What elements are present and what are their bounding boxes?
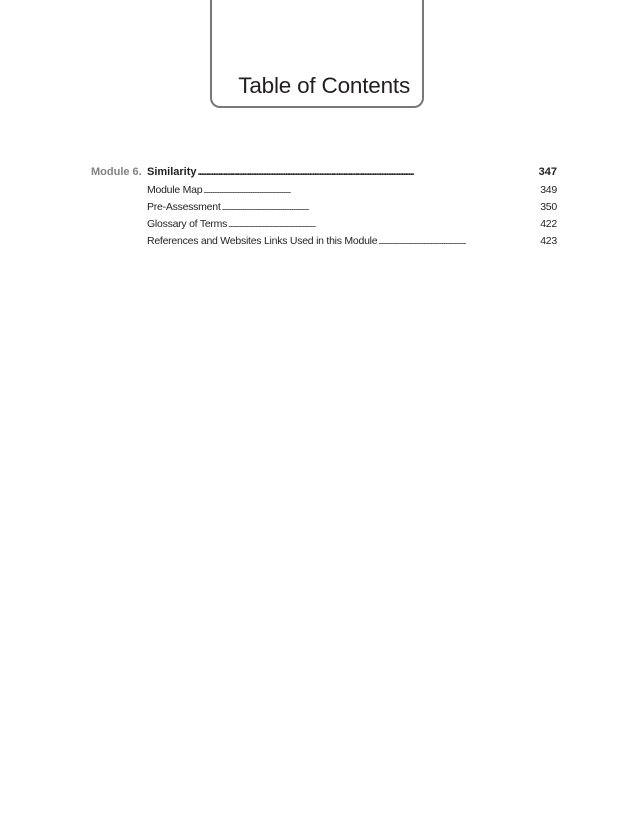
toc-entry-references[interactable] [147, 235, 557, 252]
page-title: Table of Contents [238, 73, 410, 98]
toc-entry-pre-assessment[interactable] [147, 201, 557, 218]
table-of-contents [91, 166, 557, 252]
dot-leader [198, 166, 528, 178]
dot-leader [228, 222, 528, 229]
toc-entry-glossary[interactable] [147, 218, 557, 235]
module-title: Similarity [147, 166, 197, 178]
dot-leader [222, 205, 528, 212]
toc-entry-page-number: 423 [540, 235, 557, 247]
toc-entry-label: Glossary of Terms [147, 218, 228, 230]
toc-entry-page-number: 350 [540, 201, 557, 213]
title-tab [210, 0, 424, 108]
dot-leader [378, 239, 528, 246]
toc-entry-page-number: 422 [540, 218, 557, 230]
toc-module-row[interactable] [91, 166, 557, 184]
module-page-number: 347 [538, 166, 557, 178]
toc-entry-module-map[interactable] [147, 184, 557, 201]
module-number: Module 6. [91, 166, 142, 178]
toc-entry-label: Module Map [147, 184, 203, 196]
toc-entry-label: References and Websites Links Used in this Module [147, 235, 378, 247]
toc-entry-page-number: 349 [540, 184, 557, 196]
toc-entry-label: Pre-Assessment [147, 201, 221, 213]
dot-leader [203, 188, 528, 195]
